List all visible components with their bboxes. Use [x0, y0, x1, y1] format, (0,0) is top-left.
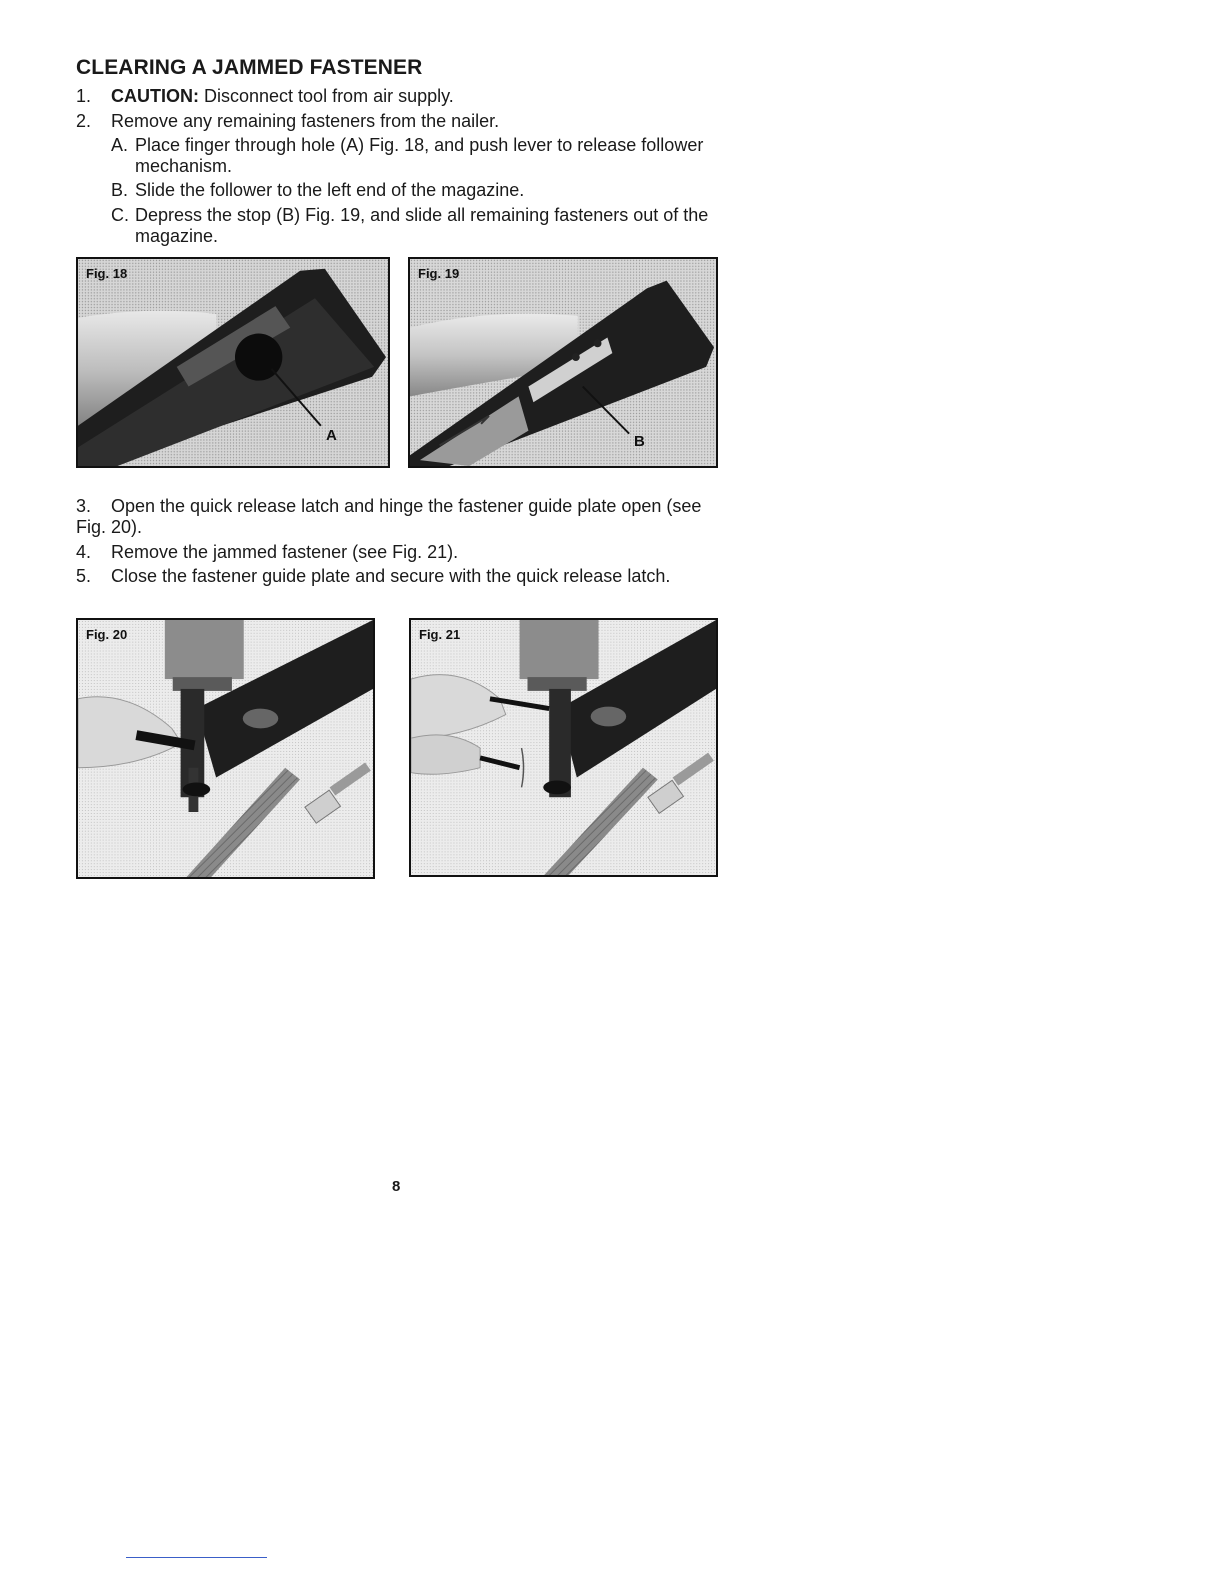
- figure-20: [76, 618, 375, 879]
- caution-label: CAUTION:: [111, 86, 199, 106]
- substep-c: [111, 204, 709, 246]
- figure-label: Fig. 21: [419, 627, 461, 642]
- substep-b: [111, 179, 525, 201]
- substep-letter: B.: [111, 180, 129, 200]
- substep-text-line: mechanism.: [135, 156, 233, 176]
- step-number: 3.: [76, 496, 92, 516]
- figure-label: Fig. 19: [418, 266, 460, 281]
- nailer-guide-plate-photo: [78, 620, 373, 877]
- callout-a: A: [326, 427, 337, 444]
- figure-label: Fig. 20: [86, 627, 128, 642]
- figure-21: [409, 618, 718, 877]
- substep-text-line: magazine.: [135, 226, 219, 246]
- substep-text-line: Depress the stop (B) Fig. 19, and slide all remaining fasteners out of the: [135, 205, 709, 225]
- footer-rule: [126, 1557, 267, 1558]
- step-text-line: Remove the jammed fastener (see Fig. 21).: [111, 542, 459, 562]
- step-text: Remove any remaining fasteners from the nailer.: [111, 111, 500, 131]
- step-5: [76, 565, 671, 587]
- substep-letter: A.: [111, 135, 129, 155]
- step-3: [76, 495, 702, 537]
- substep-a: [111, 134, 704, 176]
- substep-text-line: Slide the follower to the left end of the magazine.: [135, 180, 525, 200]
- substep-letter: C.: [111, 205, 129, 225]
- callout-b: B: [634, 433, 645, 450]
- step-text-line: Fig. 20).: [76, 517, 143, 537]
- nailer-jam-removal-photo: [411, 620, 716, 875]
- step-number: 2.: [76, 111, 92, 131]
- step-4: [76, 541, 459, 563]
- page-number: 8: [392, 1178, 401, 1195]
- figure-18: [76, 257, 390, 468]
- section-heading: CLEARING A JAMMED FASTENER: [76, 56, 423, 79]
- nailer-magazine-photo: [410, 259, 716, 466]
- step-number: 1.: [76, 86, 92, 106]
- nailer-magazine-photo: [78, 259, 388, 466]
- figure-19: [408, 257, 718, 468]
- figure-label: Fig. 18: [86, 266, 128, 281]
- step-text: Disconnect tool from air supply.: [199, 86, 454, 106]
- substep-text-line: Place finger through hole (A) Fig. 18, and push lever to release follower: [135, 135, 704, 155]
- step-number: 4.: [76, 542, 92, 562]
- step-text-line: Open the quick release latch and hinge the fastener guide plate open (see: [111, 496, 702, 516]
- step-2: [76, 110, 500, 132]
- step-text-line: Close the fastener guide plate and secure with the quick release latch.: [111, 566, 671, 586]
- step-1: [76, 85, 454, 107]
- step-number: 5.: [76, 566, 92, 586]
